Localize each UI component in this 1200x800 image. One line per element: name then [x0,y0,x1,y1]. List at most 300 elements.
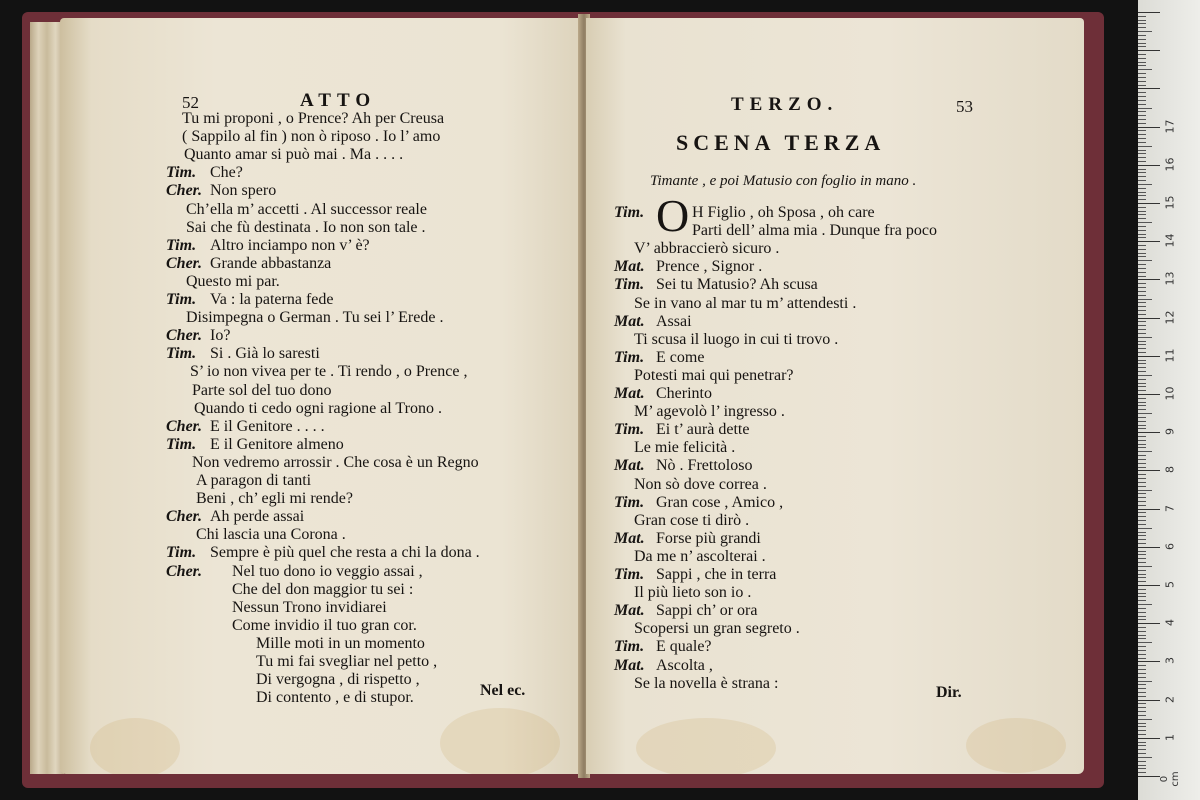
ruler-tick [1138,509,1160,510]
ruler-tick [1138,295,1146,296]
ruler-tick [1138,360,1146,361]
ruler-tick [1138,490,1152,491]
ruler-tick [1138,192,1146,193]
ruler-tick [1138,341,1146,342]
speaker-label: Tim. [614,204,645,221]
ruler-tick [1138,130,1146,131]
ruler-tick [1138,371,1146,372]
ruler-tick [1138,761,1146,762]
ruler-tick [1138,619,1146,620]
verse-line: Va : la paterna fede [210,291,334,308]
ruler-tick [1138,574,1146,575]
ruler-tick [1138,482,1146,483]
verse-line: Il più lieto son io . [634,584,752,602]
verse-line: Tu mi fai svegliar nel petto , [256,653,438,670]
verse-line: Non spero [210,182,277,200]
ruler-tick [1138,283,1146,284]
ruler-tick [1138,214,1146,215]
ruler-tick [1138,73,1146,74]
speaker-label: Cher. [166,508,203,526]
ruler-tick [1138,203,1160,204]
verse-line: Nò . Frettoloso [656,457,753,475]
ruler-tick [1138,268,1146,269]
ruler-tick [1138,566,1152,567]
verse-line: Si . Già lo saresti [210,345,320,363]
ruler-tick [1138,734,1146,735]
ruler-tick [1138,81,1146,82]
ruler-tick [1138,333,1146,334]
ruler-tick [1138,398,1146,399]
verse-line: Parti dell’ alma mia . Dunque fra poco [692,222,937,240]
verse-line: Di contento , e di stupor. [256,689,414,707]
verse-line: A paragon di tanti [196,472,312,489]
ruler-tick [1138,356,1160,357]
ruler-tick [1138,394,1160,395]
left-page-number: 52 [182,93,199,112]
ruler-tick [1138,88,1160,89]
ruler-tick [1138,440,1146,441]
left-catchword: Nel ec. [480,682,526,699]
ruler-tick [1138,409,1146,410]
ruler-tick [1138,35,1146,36]
verse-line: Ti scusa il luogo in cui ti trovo . [634,330,839,348]
speaker-label: Cher. [166,417,203,435]
ruler-tick [1138,719,1152,720]
ruler-tick [1138,207,1146,208]
ruler-tick [1138,253,1146,254]
verse-line: Se in vano al mar tu m’ attendesti . [634,294,857,312]
ruler-tick [1138,176,1146,177]
ruler-tick [1138,115,1146,116]
speaker-label: Mat. [614,385,645,402]
right-running-head: TERZO. [731,94,839,115]
ruler-tick [1138,69,1152,70]
ruler-tick [1138,92,1146,93]
ruler-tick [1138,623,1160,624]
ruler-tick [1138,650,1146,651]
ruler-tick [1138,730,1146,731]
ruler-tick [1138,264,1146,265]
verse-line: E il Genitore almeno [210,435,344,453]
left-running-head: ATTO [300,90,377,111]
ruler-tick [1138,554,1146,555]
ruler-tick [1138,249,1146,250]
ruler-number: 7 [1163,504,1177,512]
ruler-tick [1138,104,1146,105]
ruler-tick [1138,627,1146,628]
ruler-tick [1138,547,1160,548]
ruler-tick [1138,539,1146,540]
ruler-tick [1138,772,1146,773]
speaker-label: Tim. [614,493,645,511]
verse-line: Sempre è più quel che resta a chi la dona . [210,544,480,562]
ruler-tick [1138,535,1146,536]
verse-line: E quale? [656,638,712,656]
verse-line: H Figlio , oh Sposa , oh care [692,204,875,221]
ruler-tick [1138,157,1146,158]
ruler-tick [1138,516,1146,517]
ruler-tick [1138,497,1146,498]
ruler-number: 3 [1163,657,1177,665]
foxing-stain [966,718,1066,773]
verse-line: Nel tuo dono io veggio assai , [232,562,423,580]
ruler-tick [1138,669,1146,670]
ruler-tick [1138,172,1146,173]
ruler-tick [1138,211,1146,212]
ruler-tick [1138,20,1146,21]
speaker-label: Cher. [166,327,203,345]
verse-line: Prence , Signor . [656,258,763,276]
verse-line: E come [656,348,705,366]
ruler-tick [1138,703,1146,704]
ruler-tick [1138,577,1146,578]
foxing-stain [90,718,180,774]
verse-line: Disimpegna o German . Tu sei l’ Erede . [186,309,444,327]
ruler-tick [1138,436,1146,437]
ruler-tick [1138,291,1146,292]
ruler-tick [1138,318,1160,319]
speaker-label: Tim. [614,566,645,583]
ruler-tick [1138,585,1160,586]
ruler-tick [1138,749,1146,750]
speaker-label: Mat. [614,312,645,330]
ruler-tick [1138,16,1146,17]
ruler-number: 5 [1163,581,1177,588]
ruler-tick [1138,665,1146,666]
ruler-tick [1138,226,1146,227]
verse-line: Quanto amar si può mai . Ma . . . . [184,146,404,164]
ruler-tick [1138,562,1146,563]
ruler-tick [1138,367,1146,368]
ruler-tick [1138,638,1146,639]
ruler-tick [1138,256,1146,257]
ruler-tick [1138,658,1146,659]
verse-line: Chi lascia una Corona . [196,526,346,544]
verse-line: Non vedremo arrossir . Che cosa è un Regno [192,453,479,471]
verse-line: Ascolta , [656,656,713,674]
verse-line: Beni , ch’ egli mi rende? [196,490,353,508]
ruler-tick [1138,119,1146,120]
ruler-number: 4 [1163,619,1177,627]
ruler-tick [1138,234,1146,235]
ruler-tick [1138,43,1146,44]
verse-line: Cherinto [656,385,712,402]
ruler-tick [1138,218,1146,219]
verse-line: Potesti mai qui penetrar? [634,366,794,384]
ruler-tick [1138,241,1160,242]
ruler-tick [1138,738,1160,739]
ruler-tick [1138,543,1146,544]
verse-line: Sei tu Matusio? Ah scusa [656,276,818,294]
verse-line: Sai che fù destinata . Io non son tale . [186,218,426,236]
speaker-label: Tim. [614,348,645,366]
ruler-tick [1138,726,1146,727]
speaker-label: Cher. [166,562,203,580]
speaker-label: Tim. [166,544,197,562]
verse-line: Tu mi proponi , o Prence? Ah per Creusa [182,110,445,127]
ruler-tick [1138,46,1146,47]
ruler-tick [1138,337,1152,338]
ruler-tick [1138,310,1146,311]
right-page-number: 53 [956,97,973,116]
ruler-tick [1138,501,1146,502]
speaker-label: Tim. [166,435,197,453]
ruler-number: 14 [1163,233,1177,248]
ruler-tick [1138,405,1146,406]
ruler-tick [1138,753,1146,754]
ruler-tick [1138,302,1146,303]
ruler-tick [1138,711,1146,712]
ruler-tick [1138,150,1146,151]
ruler-tick [1138,123,1146,124]
ruler-tick [1138,459,1146,460]
ruler-number: 6 [1163,542,1177,550]
verse-line: Altro inciampo non v’ è? [210,236,370,254]
ruler-tick [1138,421,1146,422]
verse-line: Non sò dove correa . [634,475,767,493]
verse-line: Ei t’ aurà dette [656,421,750,439]
verse-line: Io? [210,327,231,345]
ruler-tick [1138,677,1146,678]
ruler-tick [1138,402,1146,403]
ruler-tick [1138,222,1152,223]
measuring-ruler [1138,0,1200,800]
verse-line: Che del don maggior tu sei : [232,580,414,598]
speaker-label: Mat. [614,258,645,276]
ruler-tick [1138,681,1152,682]
speaker-label: Tim. [166,345,197,363]
ruler-tick [1138,344,1146,345]
ruler-tick [1138,127,1160,128]
speaker-label: Tim. [166,291,197,308]
speaker-label: Mat. [614,529,645,547]
ruler-tick [1138,276,1146,277]
ruler-tick [1138,39,1146,40]
foxing-stain [440,708,560,774]
verse-line: Assai [656,312,692,330]
speaker-label: Tim. [614,638,645,656]
ruler-tick [1138,512,1146,513]
verse-line: E il Genitore . . . . [210,417,325,435]
speaker-label: Tim. [614,421,645,439]
verse-line: Da me n’ ascolterai . [634,547,766,565]
ruler-tick [1138,486,1146,487]
verse-line: Questo mi par. [186,272,280,290]
ruler-tick [1138,299,1152,300]
stage-direction: Timante , e poi Matusio con foglio in mano . [650,173,917,189]
verse-line: Gran cose , Amico , [656,493,784,511]
drop-cap: O [656,190,690,241]
ruler-tick [1138,765,1146,766]
verse-line: Parte sol del tuo dono [192,381,332,399]
ruler-number: 1 [1163,733,1177,741]
right-catchword: Dir. [936,684,962,701]
ruler-tick [1138,417,1146,418]
ruler-tick [1138,646,1146,647]
right-page [586,18,1084,774]
ruler-tick [1138,77,1146,78]
ruler-tick [1138,379,1146,380]
ruler-tick [1138,390,1146,391]
ruler-tick [1138,306,1146,307]
ruler-tick [1138,757,1152,758]
ruler-tick [1138,616,1146,617]
verse-line: Ah perde assai [210,508,305,526]
ruler-tick [1138,696,1146,697]
ruler-tick [1138,31,1152,32]
verse-line: Sappi ch’ or ora [656,602,758,620]
ruler-tick [1138,180,1146,181]
ruler-tick [1138,287,1146,288]
ruler-tick [1138,684,1146,685]
ruler-tick [1138,425,1146,426]
verse-line: Mille moti in un momento [256,634,425,652]
ruler-tick [1138,600,1146,601]
ruler-tick [1138,96,1146,97]
ruler-tick [1138,715,1146,716]
speaker-label: Mat. [614,602,645,620]
ruler-tick [1138,279,1160,280]
ruler-tick [1138,707,1146,708]
verse-line: Di vergogna , di rispetto , [256,671,420,689]
verse-line: Quando ti cedo ogni ragione al Trono . [194,399,442,417]
ruler-tick [1138,230,1146,231]
ruler-tick [1138,352,1146,353]
verse-line: ( Sappilo al fin ) non ò riposo . Io l’ amo [182,128,441,146]
foxing-stain [636,718,776,774]
ruler-tick [1138,642,1152,643]
ruler-tick [1138,161,1146,162]
ruler-tick [1138,493,1146,494]
verse-line: Nessun Trono invidiarei [232,598,387,616]
ruler-number: 11 [1163,348,1177,363]
ruler-tick [1138,165,1160,166]
ruler-tick [1138,688,1146,689]
ruler-number: 15 [1163,195,1177,210]
ruler-tick [1138,58,1146,59]
scene-title: SCENA TERZA [676,130,886,155]
ruler-tick [1138,723,1146,724]
speaker-label: Cher. [166,254,203,272]
ruler-number: 12 [1163,310,1177,325]
ruler-number: 9 [1163,428,1177,436]
ruler-tick [1138,520,1146,521]
verse-line: Ch’ella m’ accetti . Al successor reale [186,200,427,218]
ruler-tick [1138,612,1146,613]
ruler-tick [1138,768,1146,769]
ruler-tick [1138,413,1152,414]
left-page [60,18,580,774]
ruler-tick [1138,348,1146,349]
ruler-tick [1138,272,1146,273]
ruler-tick [1138,608,1146,609]
ruler-tick [1138,383,1146,384]
verse-line: Forse più grandi [656,529,761,547]
verse-line: Gran cose ti dirò . [634,511,750,529]
ruler-tick [1138,444,1146,445]
ruler-tick [1138,478,1146,479]
ruler-unit-label: 0 cm [1159,771,1181,787]
ruler-tick [1138,134,1146,135]
ruler-tick [1138,551,1146,552]
ruler-tick [1138,455,1146,456]
speaker-label: Mat. [614,656,645,674]
speaker-label: Cher. [166,182,203,200]
ruler-tick [1138,100,1146,101]
ruler-tick [1138,470,1160,471]
ruler-tick [1138,558,1146,559]
ruler-tick [1138,363,1146,364]
ruler-tick [1138,432,1160,433]
ruler-tick [1138,604,1152,605]
ruler-tick [1138,12,1160,13]
ruler-tick [1138,85,1146,86]
ruler-tick [1138,153,1146,154]
ruler-tick [1138,375,1152,376]
ruler-tick [1138,54,1146,55]
ruler-tick [1138,65,1146,66]
ruler-number: 16 [1163,157,1177,172]
verse-line: Se la novella è strana : [634,674,779,692]
ruler-tick [1138,23,1146,24]
ruler-tick [1138,245,1146,246]
ruler-tick [1138,745,1146,746]
ruler-tick [1138,62,1146,63]
ruler-number: 2 [1163,695,1177,703]
verse-line: Sappi , che in terra [656,566,777,583]
ruler-tick [1138,188,1146,189]
ruler-tick [1138,184,1152,185]
ruler-tick [1138,776,1160,777]
ruler-tick [1138,447,1146,448]
ruler-number: 10 [1163,386,1177,401]
ruler-tick [1138,635,1146,636]
verse-line: V’ abbraccierò sicuro . [634,240,780,258]
ruler-tick [1138,199,1146,200]
ruler-tick [1138,142,1146,143]
ruler-number: 17 [1163,119,1177,134]
ruler-tick [1138,596,1146,597]
ruler-tick [1138,325,1146,326]
ruler-tick [1138,631,1146,632]
ruler-tick [1138,138,1146,139]
verse-line: Che? [210,164,243,182]
ruler-tick [1138,505,1146,506]
ruler-tick [1138,700,1160,701]
ruler-tick [1138,474,1146,475]
ruler-tick [1138,195,1146,196]
ruler-tick [1138,146,1152,147]
ruler-tick [1138,108,1152,109]
ruler-tick [1138,528,1152,529]
ruler-tick [1138,50,1160,51]
verse-line: S’ io non vivea per te . Ti rendo , o Prence , [190,363,468,381]
ruler-tick [1138,169,1146,170]
page-fore-edge [30,22,64,774]
verse-line: Grande abbastanza [210,254,332,272]
ruler-tick [1138,581,1146,582]
ruler-tick [1138,237,1146,238]
ruler-tick [1138,593,1146,594]
verse-line: Le mie felicità . [634,439,736,457]
speaker-label: Tim. [166,236,197,254]
ruler-tick [1138,692,1146,693]
ruler-tick [1138,589,1146,590]
ruler-tick [1138,27,1146,28]
speaker-label: Mat. [614,457,645,475]
ruler-tick [1138,570,1146,571]
verse-line: Come invidio il tuo gran cor. [232,616,417,634]
